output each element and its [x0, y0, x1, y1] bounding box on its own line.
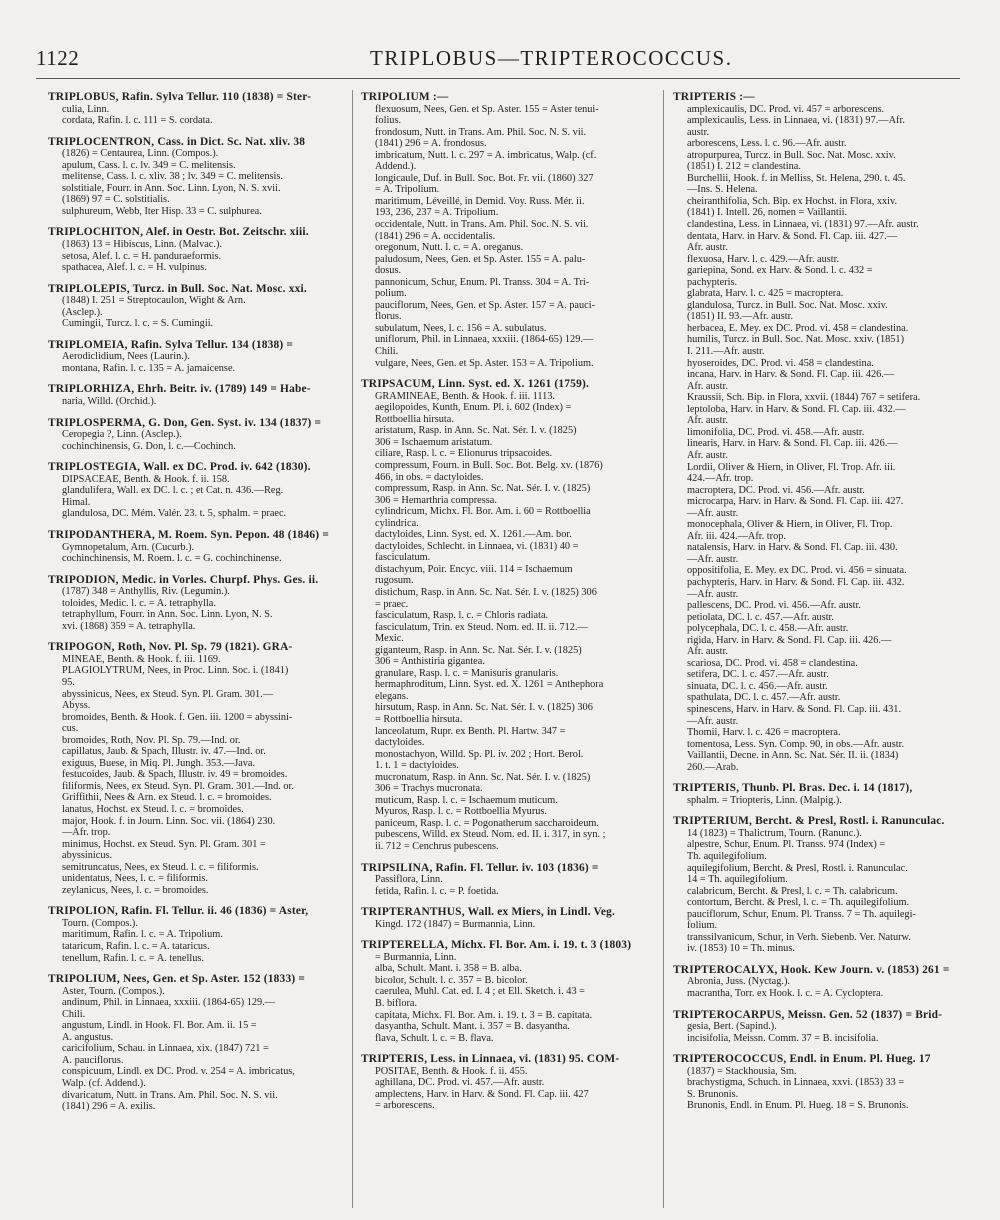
column-2	[361, 92, 661, 1210]
index-entry	[673, 816, 973, 955]
entry-line: limonifolia, DC. Prod. vi. 458.—Afr. austr.	[687, 426, 865, 438]
entry-line: fasciculatum.	[375, 552, 431, 564]
entry-line: pauciflorum, Schur, Enum. Pl. Transs. 7 = Th. aquilegi-	[687, 908, 916, 920]
entry-line: 260.—Arab.	[687, 761, 739, 773]
entry-heading: TRIPLOCENTRON, Cass. in Dict. Sc. Nat. xliv. 38	[48, 136, 306, 148]
entry-line: rigida, Harv. in Harv. & Sond. Fl. Cap. iii. 426.—	[687, 634, 892, 646]
entry-line: naria, Willd. (Orchid.).	[62, 396, 157, 408]
entry-line: linearis, Harv. in Harv. & Sond. Fl. Cap. iii. 426.—	[687, 438, 898, 450]
entry-line: maritimum, Rafin. l. c. = A. Tripolium.	[62, 929, 223, 941]
entry-line: fasciculatum, Rasp. l. c. = Chloris radiata.	[375, 610, 549, 622]
entry-line: pallescens, DC. Prod. vi. 456.—Afr. austr.	[687, 600, 861, 612]
entry-line: 306 = Ischaemum aristatum.	[375, 436, 493, 448]
entry-heading: TRIPTERIS, Thunb. Pl. Bras. Dec. i. 14 (1817),	[673, 783, 913, 795]
entry-heading: TRIPTERANTHUS, Wall. ex Miers, in Lindl. Veg.	[361, 907, 616, 919]
entry-line: Chili.	[375, 346, 399, 358]
entry-heading: TRIPLOCHITON, Alef. in Oestr. Bot. Zeitschr. xiii.	[48, 227, 309, 239]
entry-line: paludosum, Nees, Gen. et Sp. Aster. 155 = A. palu-	[375, 253, 586, 265]
entry-line: exiguus, Buese, in Miq. Pl. Jungh. 353.—Java.	[62, 757, 256, 769]
entry-line: (1851) I. 212 = clandestina.	[687, 161, 801, 173]
entry-heading: TRIPLOSTEGIA, Wall. ex DC. Prod. iv. 642 (1830).	[48, 462, 311, 474]
entry-line: amplexicaulis, Less. in Linnaea, vi. (1831) 97.—Afr.	[687, 115, 905, 127]
header-rule	[36, 78, 960, 79]
entry-heading: TRIPTERIS :—	[673, 92, 755, 103]
index-entry	[48, 642, 348, 896]
entry-line: Abyss.	[62, 700, 91, 712]
entry-line: pannonicum, Schur, Enum. Pl. Transs. 304 = A. Tri-	[375, 276, 590, 288]
entry-line: frondosum, Nutt. in Trans. Am. Phil. Soc. N. S. vii.	[375, 126, 587, 138]
entry-line: iv. (1853) 10 = Th. minus.	[687, 943, 795, 955]
entry-line: aghillana, DC. Prod. vi. 457.—Afr. austr.	[375, 1077, 545, 1089]
entry-line: dactyloides, Schlecht. in Linnaea, vi. (1831) 40 =	[375, 540, 579, 552]
entry-line: Gymnopetalum, Arn. (Cucurb.).	[62, 541, 195, 553]
entry-heading: TRIPODION, Medic. in Vorles. Churpf. Phys. Ges. ii.	[48, 574, 319, 586]
entry-line: ii. 712 = Cenchrus pubescens.	[375, 841, 499, 852]
entry-line: cylindricum, Michx. Fl. Bor. Am. i. 60 = Rottboellia	[375, 506, 591, 518]
entry-heading: TRIPSILINA, Rafin. Fl. Tellur. iv. 103 (1836) =	[361, 862, 599, 874]
column-divider	[352, 90, 353, 1208]
entry-line: sulphureum, Webb, Iter Hisp. 33 = C. sulphurea.	[62, 205, 262, 217]
entry-line: fasciculatum, Trin. ex Steud. Nom. ed. II. ii. 712.—	[375, 621, 588, 633]
entry-line: compressum, Fourn. in Bull. Soc. Bot. Belg. xv. (1876)	[375, 459, 603, 471]
entry-line: glandulifera, Wall. ex DC. l. c. ; et Cat. n. 436.—Reg.	[62, 485, 284, 497]
entry-line: giganteum, Rasp. in Ann. Sc. Nat. Sér. I. v. (1825)	[375, 644, 582, 656]
entry-line: paniceum, Rasp. l. c. = Pogonatherum saccharoideum.	[375, 817, 599, 829]
entry-line: abyssinicus.	[62, 850, 113, 862]
column-3	[673, 92, 973, 1210]
entry-line: distichum, Rasp. in Ann. Sc. Nat. Sér. I. v. (1825) 306	[375, 586, 597, 598]
entry-line: Passiflora, Linn.	[375, 874, 443, 886]
entry-line: macrantha, Torr. ex Hook. l. c. = A. Cycloptera.	[687, 988, 884, 1000]
entry-line: Burchellii, Hook. f. in Melliss, St. Helena, 290. t. 45.	[687, 172, 906, 184]
entry-line: major, Hook. f. in Journ. Linn. Soc. vii. (1864) 230.	[62, 815, 276, 827]
entry-line: 306 = Anthistiria gigantea.	[375, 656, 485, 668]
entry-line: spathulata, DC. l. c. 457.—Afr. austr.	[687, 692, 841, 704]
index-entry	[673, 92, 973, 773]
index-entry	[361, 907, 661, 930]
entry-line: = A. Tripolium.	[375, 184, 440, 196]
entry-line: clandestina, Less. in Linnaea, vi. (1831) 97.—Afr. austr.	[687, 219, 919, 231]
entry-heading: TRIPSACUM, Linn. Syst. ed. X. 1261 (1759).	[361, 379, 590, 391]
entry-line: Aerodiclidium, Nees (Laurin.).	[62, 351, 190, 363]
entry-heading: TRIPLORHIZA, Ehrh. Beitr. iv. (1789) 149 = Habe-	[48, 384, 311, 396]
entry-line: cheiranthifolia, Sch. Bip. ex Hochst. in Flora, xxiv.	[687, 195, 898, 207]
entry-line: incana, Harv. in Harv. & Sond. Fl. Cap. iii. 426.—	[687, 369, 895, 381]
entry-line: toloides, Medic. l. c. = A. tetraphylla.	[62, 597, 216, 609]
entry-line: imbricatum, Nutt. l. c. 297 = A. imbricatus, Walp. (cf.	[375, 149, 597, 161]
entry-line: subulatum, Nees, l. c. 156 = A. subulatus.	[375, 322, 547, 334]
entry-line: caerulea, Muhl. Cat. ed. I. 4 ; et Ell. Sketch. i. 43 =	[375, 986, 585, 998]
entry-line: Walp. (cf. Addend.).	[62, 1078, 146, 1090]
entry-heading: TRIPTERIUM, Bercht. & Presl, Rostl. i. Ranunculac.	[673, 816, 945, 828]
entry-line: glandulosa, Turcz. in Bull. Soc. Nat. Mosc. xxiv.	[687, 299, 888, 311]
entry-heading: TRIPTEROCOCCUS, Endl. in Enum. Pl. Hueg. 17	[673, 1054, 931, 1066]
entry-line: dactyloides, Linn. Syst. ed. X. 1261.—Am. bor.	[375, 529, 572, 541]
entry-line: setifera, DC. l. c. 457.—Afr. austr.	[687, 669, 829, 681]
entry-line: (1848) I. 251 = Streptocaulon, Wight & Arn.	[62, 295, 246, 307]
entry-line: lanatus, Hochst. ex Steud. l. c. = bromoides.	[62, 803, 244, 815]
index-entry	[48, 418, 348, 453]
entry-line: melitense, Cass. l. c. xliv. 38 ; lv. 349 = C. melitensis.	[62, 171, 283, 183]
entry-line: Afr. austr.	[687, 380, 728, 392]
entry-line: I. 211.—Afr. austr.	[687, 346, 765, 358]
entry-line: folium.	[687, 920, 718, 932]
entry-line: festucoides, Jaub. & Spach, Illustr. iv. 49 = bromoides.	[62, 769, 288, 781]
entry-line: (1841) 296 = A. frondosus.	[375, 138, 487, 150]
entry-heading: TRIPOGON, Roth, Nov. Pl. Sp. 79 (1821). GRA-	[48, 642, 293, 654]
entry-line: minimus, Hochst. ex Steud. Syn. Pl. Gram. 301 =	[62, 838, 266, 850]
entry-line: herbacea, E. Mey. ex DC. Prod. vi. 458 = clandestina.	[687, 322, 909, 334]
entry-line: Afr. austr.	[687, 646, 728, 658]
entry-line: Chili.	[62, 1008, 86, 1020]
entry-line: aegilopoides, Kunth, Enum. Pl. i. 602 (Index) =	[375, 402, 572, 414]
entry-line: capillatus, Jaub. & Spach, Illustr. iv. 47.—Ind. or.	[62, 746, 266, 758]
entry-line: cochinchinensis, G. Don, l. c.—Cochinch.	[62, 440, 236, 452]
entry-heading: TRIPTERIS, Less. in Linnaea, vi. (1831) 95. COM-	[361, 1054, 620, 1066]
entry-line: amplectens, Harv. in Harv. & Sond. Fl. Cap. iii. 427	[375, 1088, 589, 1100]
entry-line: unidentatus, Nees, l. c. = filiformis.	[62, 873, 208, 885]
entry-line: rugosum.	[375, 575, 414, 587]
index-entry	[673, 783, 973, 806]
entry-line: —Afr. austr.	[687, 553, 739, 565]
entry-line: 193, 236, 237 = A. Tripolium.	[375, 207, 499, 219]
entry-line: tenellum, Rafin. l. c. = A. tenellus.	[62, 952, 204, 964]
entry-line: Addend.).	[375, 161, 417, 173]
entry-line: andinum, Phil. in Linnaea, xxxiii. (1864-65) 129.—	[62, 997, 276, 1009]
entry-line: MINEAE, Benth. & Hook. f. iii. 1169.	[62, 653, 221, 665]
entry-line: bicolor, Schult. l. c. 357 = B. bicolor.	[375, 974, 528, 986]
entry-heading: TRIPOLIUM, Nees, Gen. et Sp. Aster. 152 (1833) =	[48, 974, 306, 986]
entry-line: apulum, Cass. l. c. lv. 349 = C. melitensis.	[62, 159, 236, 171]
entry-line: zeylanicus, Nees, l. c. = bromoides.	[62, 884, 209, 896]
entry-heading: TRIPOLION, Rafin. Fl. Tellur. ii. 46 (1836) = Aster,	[48, 906, 309, 918]
entry-line: (1869) 97 = C. solstitialis.	[62, 194, 170, 206]
running-title: TRIPLOBUS—TRIPTEROCOCCUS.	[370, 46, 733, 70]
entry-line: aquilegifolium, Bercht. & Presl, Rostl. i. Ranunculac.	[687, 862, 908, 874]
entry-line: 14 = Th. aquilegifolium.	[687, 874, 788, 886]
entry-line: austr.	[687, 126, 710, 138]
entry-line: gariepina, Sond. ex Harv. & Sond. l. c. 432 =	[687, 265, 873, 277]
entry-line: muticum, Rasp. l. c. = Ischaemum muticum.	[375, 794, 558, 806]
entry-heading: TRIPLOSPERMA, G. Don, Gen. Syst. iv. 134 (1837) =	[48, 417, 322, 429]
index-entry	[361, 940, 661, 1044]
entry-line: gesia, Bert. (Sapind.).	[687, 1021, 777, 1033]
entry-heading: TRIPLOLEPIS, Turcz. in Bull. Soc. Nat. Mosc. xxi.	[48, 283, 307, 295]
entry-line: oppositifolia, E. Mey. ex DC. Prod. vi. 456 = sinuata.	[687, 565, 907, 577]
entry-line: bromoides, Benth. & Hook. f. Gen. iii. 1200 = abyssini-	[62, 711, 293, 723]
entry-line: Brunonis, Endl. in Enum. Pl. Hueg. 18 = S. Brunonis.	[687, 1100, 909, 1112]
entry-line: alba, Schult. Mant. i. 358 = B. alba.	[375, 963, 522, 975]
entry-line: pachypteris, Harv. in Harv. & Sond. Fl. Cap. iii. 432.	[687, 576, 905, 588]
entry-line: Mexic.	[375, 633, 404, 645]
entry-line: scariosa, DC. Prod. vi. 458 = clandestina.	[687, 657, 858, 669]
entry-line: GRAMINEAE, Benth. & Hook. f. iii. 1113.	[375, 390, 555, 402]
entry-line: dactyloides.	[375, 737, 425, 749]
entry-line: abyssinicus, Nees, ex Steud. Syn. Pl. Gram. 301.—	[62, 688, 274, 700]
entry-line: Abronia, Juss. (Nyctag.).	[687, 976, 790, 988]
entry-line: 95.	[62, 676, 75, 688]
entry-line: Afr. iii. 424.—Afr. trop.	[687, 530, 786, 542]
entry-line: Cumingii, Turcz. l. c. = S. Cumingii.	[62, 318, 214, 330]
entry-line: = Rottboellia hirsuta.	[375, 713, 463, 725]
entry-heading: TRIPOLIUM :—	[361, 92, 449, 103]
entry-line: humilis, Turcz. in Bull. Soc. Nat. Mosc. xxiv. (1851)	[687, 334, 904, 346]
entry-line: divaricatum, Nutt. in Trans. Am. Phil. Soc. N. S. vii.	[62, 1089, 278, 1101]
entry-line: oregonum, Nutt. l. c. = A. oreganus.	[375, 242, 524, 254]
entry-line: cochinchinensis, M. Roem. l. c. = G. cochinchinense.	[62, 553, 282, 565]
entry-line: —Afr. austr.	[687, 507, 739, 519]
entry-line: A. angustus.	[62, 1031, 114, 1043]
entry-heading: TRIPTEROCARPUS, Meissn. Gen. 52 (1837) = Brid-	[673, 1009, 943, 1021]
entry-line: (1826) = Centaurea, Linn. (Compos.).	[62, 148, 219, 160]
page-header	[0, 44, 1000, 78]
entry-line: bromoides, Roth, Nov. Pl. Sp. 79.—Ind. or.	[62, 734, 241, 746]
entry-line: ciliare, Rasp. l. c. = Elionurus tripsacoides.	[375, 448, 553, 460]
entry-line: occidentale, Nutt. in Trans. Am. Phil. Soc. N. S. vii.	[375, 219, 589, 231]
entry-line: conspicuum, Lindl. ex DC. Prod. v. 254 = A. imbricatus,	[62, 1066, 295, 1078]
entry-line: —Afr. trop.	[62, 827, 111, 839]
entry-line: 424.—Afr. trop.	[687, 473, 754, 485]
index-entry	[48, 340, 348, 375]
entry-line: angustum, Lindl. in Hook. Fl. Bor. Am. ii. 15 =	[62, 1020, 257, 1032]
entry-line: (1837) = Stackhousia, Sm.	[687, 1065, 797, 1077]
entry-line: pauciflorum, Nees, Gen. et Sp. Aster. 157 = A. pauci-	[375, 299, 595, 311]
entry-line: Vaillantii, Decne. in Ann. Sc. Nat. Sér. II. ii. (1834)	[687, 750, 899, 762]
entry-line: filiformis, Nees, ex Steud. Syn. Pl. Gram. 301.—Ind. or.	[62, 780, 294, 792]
entry-line: (Asclep.).	[62, 306, 103, 318]
entry-line: Aster, Tourn. (Compos.).	[62, 985, 165, 997]
entry-line: pachypteris.	[687, 276, 738, 288]
entry-line: glandulosa, DC. Mém. Valér. 23. t. 5, sphalm. = praec.	[62, 508, 287, 520]
entry-line: Lordii, Oliver & Hiern, in Oliver, Fl. Trop. Afr. iii.	[687, 461, 896, 473]
entry-line: flexuosum, Nees, Gen. et Sp. Aster. 155 = Aster tenui-	[375, 103, 599, 115]
index-entry	[48, 575, 348, 633]
entry-line: (1841) 296 = A. exilis.	[62, 1101, 156, 1113]
entry-line: macroptera, DC. Prod. vi. 456.—Afr. austr.	[687, 484, 865, 496]
entry-line: (1787) 348 = Anthyllis, Riv. (Legumin.).	[62, 586, 230, 598]
entry-line: tomentosa, Less. Syn. Comp. 90, in obs.—Afr. austr.	[687, 738, 905, 750]
entry-line: 306 = Trachys mucronata.	[375, 783, 483, 795]
entry-line: spathacea, Alef. l. c. = H. vulpinus.	[62, 262, 207, 274]
entry-line: natalensis, Harv. in Harv. & Sond. Fl. Cap. iii. 430.	[687, 542, 898, 554]
entry-line: folius.	[375, 115, 402, 127]
entry-line: 14 (1823) = Thalictrum, Tourn. (Ranunc.).	[687, 827, 862, 839]
entry-line: POSITAE, Benth. & Hook. f. ii. 455.	[375, 1065, 528, 1077]
entry-line: compressum, Rasp. in Ann. Sc. Nat. Sér. I. v. (1825)	[375, 483, 591, 495]
entry-line: florus.	[375, 311, 402, 323]
entry-line: vulgare, Nees, Gen. et Sp. Aster. 153 = A. Tripolium.	[375, 357, 594, 369]
index-entry	[48, 974, 348, 1113]
index-entry	[48, 284, 348, 330]
entry-line: xvi. (1868) 359 = A. tetraphylla.	[62, 620, 196, 632]
entry-line: amplexicaulis, DC. Prod. vi. 457 = arborescens.	[687, 103, 885, 115]
entry-line: Rottboellia hirsuta.	[375, 413, 454, 425]
entry-line: = praec.	[375, 598, 409, 610]
entry-line: —Ins. S. Helena.	[687, 184, 758, 196]
entry-line: uniflorum, Phil. in Linnaea, xxxiii. (1864-65) 129.—	[375, 334, 594, 346]
entry-line: Th. aquilegifolium.	[687, 851, 767, 862]
entry-line: monostachyon, Willd. Sp. Pl. iv. 202 ; Hort. Berol.	[375, 748, 584, 760]
entry-line: calabricum, Bercht. & Presl, l. c. = Th. calabricum.	[687, 885, 898, 897]
entry-line: polycephala, DC. l. c. 458.—Afr. austr.	[687, 623, 849, 635]
entry-line: tataricum, Rafin. l. c. = A. tataricus.	[62, 941, 210, 952]
entry-line: 466, in obs. = dactyloides.	[375, 471, 484, 483]
entry-line: Ceropegia ?, Linn. (Asclep.).	[62, 429, 182, 441]
entry-heading: TRIPODANTHERA, M. Roem. Syn. Pepon. 48 (1846) =	[48, 529, 330, 541]
index-entry	[48, 462, 348, 520]
entry-line: pubescens, Willd. ex Steud. Nom. ed. II. i. 317, in syn. ;	[375, 829, 606, 841]
entry-line: = arborescens.	[375, 1100, 435, 1112]
entry-line: (1863) 13 = Hibiscus, Linn. (Malvac.).	[62, 239, 222, 251]
entry-line: setosa, Alef. l. c. = H. panduraeformis.	[62, 250, 222, 262]
entry-line: glabrata, Harv. l. c. 425 = macroptera.	[687, 288, 844, 300]
entry-line: (1851) II. 93.—Afr. austr.	[687, 311, 794, 323]
entry-line: leptoloba, Harv. in Harv. & Sond. Fl. Cap. iii. 432.—	[687, 403, 906, 415]
entry-line: cordata, Rafin. l. c. 111 = S. cordata.	[62, 115, 213, 127]
entry-line: mucronatum, Rasp. in Ann. Sc. Nat. Sér. I. v. (1825)	[375, 771, 591, 783]
index-entry	[48, 906, 348, 964]
column-1	[48, 92, 348, 1210]
entry-line: contortum, Bercht. & Presl, l. c. = Th. aquilegifolium.	[687, 897, 910, 909]
index-entry	[48, 530, 348, 565]
entry-heading: TRIPTEROCALYX, Hook. Kew Journ. v. (1853) 261 =	[673, 964, 950, 976]
index-entry	[673, 1054, 973, 1112]
entry-line: Myuros, Rasp. l. c. = Rottboellia Myurus.	[375, 806, 547, 818]
entry-line: maritimum, Léveillé, in Demid. Voy. Russ. Mér. ii.	[375, 195, 585, 207]
index-entry	[361, 863, 661, 898]
entry-line: dosus.	[375, 265, 402, 277]
index-entry	[673, 1010, 973, 1045]
entry-line: hirsutum, Rasp. in Ann. Sc. Nat. Sér. I. v. (1825) 306	[375, 702, 593, 714]
entry-line: spinescens, Harv. in Harv. & Sond. Fl. Cap. iii. 431.	[687, 703, 902, 715]
entry-line: tetraphyllum, Fourr. in Ann. Soc. Linn. Lyon, N. S.	[62, 609, 273, 621]
entry-heading: TRIPLOMEIA, Rafin. Sylva Tellur. 134 (1838) =	[48, 339, 294, 351]
entry-line: sphalm. = Triopteris, Linn. (Malpig.).	[687, 794, 842, 806]
entry-line: S. Brunonis.	[687, 1088, 739, 1100]
entry-line: capitata, Michx. Fl. Bor. Am. i. 19. t. 3 = B. capitata.	[375, 1009, 593, 1021]
entry-line: elegans.	[375, 690, 409, 702]
index-entry	[48, 137, 348, 218]
entry-line: aristatum, Rasp. in Ann. Sc. Nat. Sér. I. v. (1825)	[375, 425, 577, 437]
entry-line: flexuosa, Harv. l. c. 429.—Afr. austr.	[687, 253, 840, 265]
entry-line: distachyum, Poir. Encyc. viii. 114 = Ischaemum	[375, 563, 573, 575]
entry-line: granulare, Rasp. l. c. = Manisuris granularis.	[375, 667, 559, 679]
entry-heading: TRIPLOBUS, Rafin. Sylva Tellur. 110 (1838) = Ster-	[48, 92, 312, 103]
entry-line: Kingd. 172 (1847) = Burmannia, Linn.	[375, 918, 536, 930]
page-number: 1122	[36, 46, 80, 70]
entry-line: PLAGIOLYTRUM, Nees, in Proc. Linn. Soc. i. (1841)	[62, 665, 289, 677]
entry-line: dasyantha, Schult. Mant. i. 357 = B. dasyantha.	[375, 1021, 570, 1033]
entry-line: atropurpurea, Turcz. in Bull. Soc. Nat. Mosc. xxiv.	[687, 149, 896, 161]
entry-line: B. biflora.	[375, 998, 418, 1010]
index-entry	[673, 965, 973, 1000]
entry-line: cylindrica.	[375, 517, 419, 529]
entry-line: Himal.	[62, 496, 91, 508]
entry-line: Thomii, Harv. l. c. 426 = macroptera.	[687, 727, 841, 739]
entry-line: —Afr. austr.	[687, 715, 739, 727]
entry-line: Griffithii, Nees & Arn. ex Steud. l. c. = bromoides.	[62, 792, 272, 804]
entry-heading: TRIPTERELLA, Michx. Fl. Bor. Am. i. 19. t. 3 (1803)	[361, 940, 632, 952]
entry-line: Tourn. (Compos.).	[62, 917, 138, 929]
entry-line: —Afr. austr.	[687, 588, 739, 600]
entry-line: Afr. austr.	[687, 449, 728, 461]
entry-line: montana, Rafin. l. c. 135 = A. jamaicense.	[62, 362, 236, 374]
entry-line: caricifolium, Schau. in Linnaea, xix. (1847) 721 =	[62, 1043, 269, 1055]
entry-line: transsilvanicum, Schur, in Verh. Siebenb. Ver. Naturw.	[687, 931, 911, 943]
entry-line: DIPSACEAE, Benth. & Hook. f. ii. 158.	[62, 473, 230, 485]
entry-line: dentata, Harv. in Harv. & Sond. Fl. Cap. iii. 427.—	[687, 230, 898, 242]
entry-line: hermaphroditum, Linn. Syst. ed. X. 1261 = Anthephora	[375, 679, 604, 691]
entry-line: sinuata, DC. l. c. 456.—Afr. austr.	[687, 680, 828, 692]
entry-line: Afr. austr.	[687, 415, 728, 427]
entry-line: arborescens, Less. l. c. 96.—Afr. austr.	[687, 138, 847, 150]
index-entry	[48, 92, 348, 127]
entry-line: A. pauciflorus.	[62, 1054, 124, 1066]
entry-line: incisifolia, Meissn. Comm. 37 = B. incisifolia.	[687, 1032, 879, 1044]
entry-line: semitruncatus, Nees, ex Steud. l. c. = filiformis.	[62, 861, 259, 873]
entry-line: (1841) 296 = A. occidentalis.	[375, 230, 496, 242]
entry-line: 1. t. 1 = dactyloides.	[375, 760, 459, 772]
entry-line: Afr. austr.	[687, 242, 728, 254]
entry-line: longicaule, Duf. in Bull. Soc. Bot. Fr. vii. (1860) 327	[375, 172, 594, 184]
index-entry	[361, 92, 661, 369]
entry-line: lanceolatum, Rupr. ex Benth. Pl. Hartw. 347 =	[375, 725, 566, 737]
entry-line: monocephala, Oliver & Hiern, in Oliver, Fl. Trop.	[687, 519, 893, 531]
entry-line: 306 = Hemarthria compressa.	[375, 494, 497, 506]
index-entry	[361, 1054, 661, 1112]
entry-line: hyoseroides, DC. Prod. vi. 458 = clandestina.	[687, 357, 874, 369]
entry-line: flava, Schult. l. c. = B. flava.	[375, 1032, 494, 1044]
entry-line: solstitiale, Fourr. in Ann. Soc. Linn. Lyon, N. S. xvii.	[62, 182, 281, 194]
entry-line: alpestre, Schur, Enum. Pl. Transs. 974 (Index) =	[687, 839, 886, 851]
index-entry	[48, 227, 348, 273]
entry-line: = Burmannia, Linn.	[375, 951, 457, 963]
index-entry	[48, 384, 348, 407]
entry-line: (1841) I. Intell. 26, nomen = Vaillantii.	[687, 207, 848, 219]
index-entry	[361, 379, 661, 852]
entry-line: microcarpa, Harv. in Harv. & Sond. Fl. Cap. iii. 427.	[687, 496, 904, 508]
entry-line: fetida, Rafin. l. c. = P. foetida.	[375, 885, 499, 897]
entry-line: cus.	[62, 723, 79, 735]
entry-line: brachystigma, Schuch. in Linnaea, xxvi. (1853) 33 =	[687, 1077, 905, 1089]
entry-line: polium.	[375, 288, 407, 300]
entry-line: petiolata, DC. l. c. 457.—Afr. austr.	[687, 611, 834, 623]
entry-line: Kraussii, Sch. Bip. in Flora, xxvii. (1844) 767 = setifera.	[687, 392, 921, 404]
entry-line: culia, Linn.	[62, 103, 110, 115]
column-divider	[663, 90, 664, 1208]
